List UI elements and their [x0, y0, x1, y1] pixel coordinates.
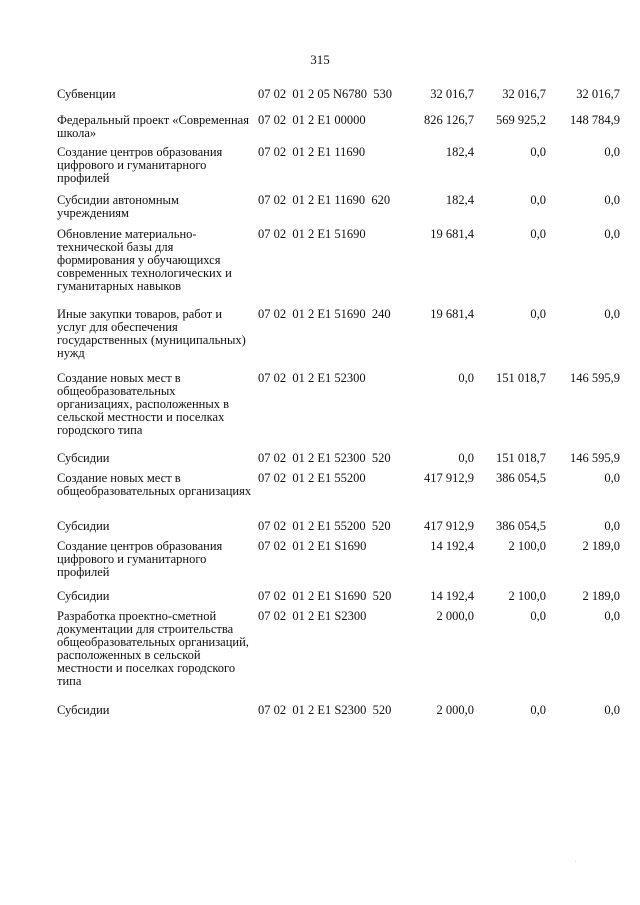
row-value-1: 19 681,4	[430, 307, 474, 321]
row-name: Субсидии автономным учреждениям	[57, 193, 179, 220]
row-code: 07 02 01 2 E1 55200	[258, 471, 366, 485]
row-value-3: 32 016,7	[576, 87, 620, 101]
row-name: Разработка проектно-сметной документации для строительства общеобразовательных организаций, расположенных в сельской местности и поселках городского типа	[57, 609, 249, 688]
scan-speck: .	[575, 858, 577, 864]
row-name: Субвенции	[57, 87, 116, 101]
row-value-3: 0,0	[604, 519, 620, 533]
row-value-2: 386 054,5	[496, 519, 546, 533]
row-code: 07 02 01 2 E1 S2300	[258, 609, 367, 623]
row-value-2: 0,0	[530, 145, 546, 159]
row-value-2: 0,0	[530, 609, 546, 623]
row-name: Субсидии	[57, 519, 110, 533]
row-value-3: 0,0	[604, 609, 620, 623]
row-name: Создание центров образования цифрового и гуманитарного профилей	[57, 539, 223, 579]
row-value-1: 417 912,9	[424, 519, 474, 533]
row-value-3: 0,0	[604, 145, 620, 159]
row-value-2: 569 925,2	[496, 113, 546, 127]
row-value-3: 148 784,9	[570, 113, 620, 127]
row-value-2: 151 018,7	[496, 451, 546, 465]
row-value-1: 417 912,9	[424, 471, 474, 485]
row-value-1: 826 126,7	[424, 113, 474, 127]
row-value-3: 2 189,0	[582, 589, 620, 603]
row-name: Обновление материально-технической базы для формирования у обучающихся современных технологических и гуманитарных навыков	[57, 227, 232, 293]
row-value-1: 2 000,0	[436, 609, 474, 623]
row-value-2: 32 016,7	[502, 87, 546, 101]
row-value-3: 0,0	[604, 471, 620, 485]
row-name: Субсидии	[57, 703, 110, 717]
row-value-1: 182,4	[445, 145, 474, 159]
row-value-1: 0,0	[458, 451, 474, 465]
row-code: 07 02 01 2 E1 51690 240	[258, 307, 391, 321]
row-value-3: 146 595,9	[570, 371, 620, 385]
row-name: Создание центров образования цифрового и гуманитарного профилей	[57, 145, 223, 185]
row-code: 07 02 01 2 E1 51690	[258, 227, 366, 241]
row-code: 07 02 01 2 E1 55200 520	[258, 519, 391, 533]
row-code: 07 02 01 2 E1 52300 520	[258, 451, 391, 465]
row-code: 07 02 01 2 E1 S1690 520	[258, 589, 392, 603]
row-code: 07 02 01 2 E1 11690 620	[258, 193, 391, 207]
row-value-1: 182,4	[445, 193, 474, 207]
row-value-2: 2 100,0	[508, 539, 546, 553]
row-value-3: 0,0	[604, 227, 620, 241]
row-value-1: 32 016,7	[430, 87, 474, 101]
row-value-2: 0,0	[530, 193, 546, 207]
row-value-2: 151 018,7	[496, 371, 546, 385]
row-value-2: 2 100,0	[508, 589, 546, 603]
row-code: 07 02 01 2 E1 S1690	[258, 539, 367, 553]
row-value-1: 19 681,4	[430, 227, 474, 241]
row-code: 07 02 01 2 E1 52300	[258, 371, 366, 385]
row-name: Субсидии	[57, 589, 110, 603]
row-value-3: 2 189,0	[582, 539, 620, 553]
row-code: 07 02 01 2 E1 00000	[258, 113, 366, 127]
row-value-2: 0,0	[530, 307, 546, 321]
row-name: Субсидии	[57, 451, 110, 465]
row-name: Создание новых мест в общеобразовательных организациях	[57, 471, 252, 498]
row-code: 07 02 01 2 E1 11690	[258, 145, 366, 159]
row-value-1: 2 000,0	[436, 703, 474, 717]
row-value-1: 14 192,4	[430, 589, 474, 603]
row-value-3: 146 595,9	[570, 451, 620, 465]
row-value-3: 0,0	[604, 703, 620, 717]
row-value-1: 14 192,4	[430, 539, 474, 553]
row-value-2: 0,0	[530, 703, 546, 717]
row-name: Федеральный проект «Современная школа»	[57, 113, 249, 140]
row-value-3: 0,0	[604, 307, 620, 321]
row-value-2: 0,0	[530, 227, 546, 241]
row-value-3: 0,0	[604, 193, 620, 207]
row-code: 07 02 01 2 E1 S2300 520	[258, 703, 392, 717]
row-name: Создание новых мест в общеобразовательных организациях, расположенных в сельской местности и поселках городского типа	[57, 371, 230, 437]
row-value-1: 0,0	[458, 371, 474, 385]
page-number: 315	[310, 52, 330, 67]
row-code: 07 02 01 2 05 N6780 530	[258, 87, 393, 101]
row-value-2: 386 054,5	[496, 471, 546, 485]
row-name: Иные закупки товаров, работ и услуг для обеспечения государственных (муниципальных) нужд	[57, 307, 246, 360]
